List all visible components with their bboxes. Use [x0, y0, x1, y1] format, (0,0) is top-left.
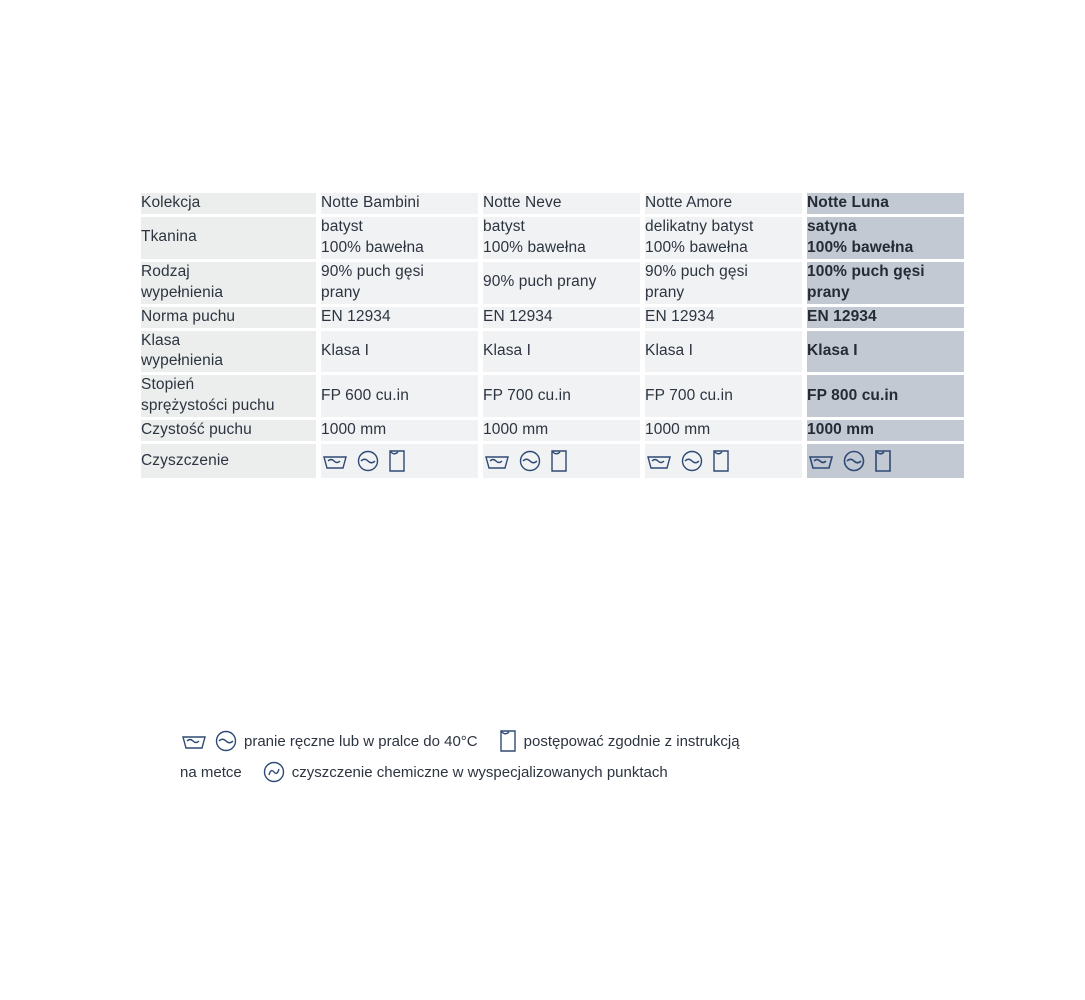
legend-text-hand-wash: pranie ręczne lub w pralce do 40°C: [244, 732, 478, 750]
table-row: [141, 329, 964, 374]
cell-klasa-bambini: [319, 329, 481, 374]
row-label-text: Klasa: [141, 331, 181, 349]
cell-text: satyna: [807, 217, 857, 235]
cell-text: prany: [645, 283, 685, 301]
care-icon-group: [807, 444, 964, 478]
row-label-text: Stopień: [141, 376, 195, 394]
table-row: [141, 374, 964, 419]
care-icon-group: [483, 444, 640, 478]
row-label-text: wypełnienia: [141, 283, 224, 301]
cell-text: Notte Luna: [807, 194, 889, 211]
table-row: [141, 419, 964, 443]
legend-row-1: [180, 728, 940, 754]
row-label-text: Rodzaj: [141, 262, 190, 280]
cell-norma-amore: [643, 305, 805, 329]
cell-tkanina-neve: [481, 215, 643, 260]
cell-text: Notte Bambini: [321, 194, 420, 211]
cell-klasa-amore: [643, 329, 805, 374]
legend: [180, 728, 940, 784]
cell-text: Klasa I: [483, 341, 532, 359]
cell-text: prany: [807, 283, 850, 301]
wash-40-icon: [680, 449, 704, 473]
hand-wash-icon: [483, 451, 511, 471]
cell-text: EN 12934: [321, 307, 391, 325]
cell-kolekcja-luna: [805, 193, 965, 215]
cell-text: batyst: [483, 217, 525, 235]
wash-40-icon: [518, 449, 542, 473]
follow-instructions-icon: [387, 448, 407, 474]
cell-text: Klasa I: [807, 341, 858, 359]
follow-instructions-icon: [711, 448, 731, 474]
cell-text: 100% puch gęsi: [807, 262, 925, 280]
row-label-text: Czystość puchu: [141, 421, 252, 439]
cell-czystosc-neve: [481, 419, 643, 443]
wash-40-icon: [356, 449, 380, 473]
cell-text: 1000 mm: [645, 421, 711, 439]
row-label-text: Kolekcja: [141, 194, 201, 211]
row-label-text: Czyszczenie: [141, 451, 230, 469]
cell-tkanina-luna: [805, 215, 965, 260]
row-label-norma-puchu: [141, 305, 319, 329]
cell-text: 1000 mm: [807, 421, 875, 439]
cell-norma-luna: [805, 305, 965, 329]
cell-rodzaj-amore: [643, 260, 805, 305]
cell-text: EN 12934: [807, 307, 877, 325]
cell-klasa-neve: [481, 329, 643, 374]
cell-rodzaj-bambini: [319, 260, 481, 305]
cell-kolekcja-amore: [643, 193, 805, 215]
cell-text: FP 600 cu.in: [321, 386, 409, 404]
hand-wash-icon: [645, 451, 673, 471]
legend-text-instructions: postępować zgodnie z instrukcją: [523, 732, 740, 750]
row-label-tkanina: [141, 215, 319, 260]
cell-stopien-bambini: [319, 374, 481, 419]
cell-text: batyst: [321, 217, 363, 235]
row-label-czyszczenie: [141, 443, 319, 479]
comparison-table-wrapper: [141, 193, 944, 478]
cell-text: 1000 mm: [483, 421, 549, 439]
cell-klasa-luna: [805, 329, 965, 374]
cell-text: 100% bawełna: [807, 238, 914, 256]
table-row: [141, 260, 964, 305]
hand-wash-icon: [321, 451, 349, 471]
cell-text: 100% bawełna: [483, 238, 586, 256]
care-icon-group: [321, 444, 478, 478]
cell-kolekcja-neve: [481, 193, 643, 215]
cell-text: 100% bawełna: [321, 238, 424, 256]
cell-text: FP 700 cu.in: [645, 386, 733, 404]
follow-instructions-icon: [498, 728, 518, 754]
cell-stopien-amore: [643, 374, 805, 419]
row-label-text: wypełnienia: [141, 352, 224, 370]
cell-text: 90% puch prany: [483, 273, 597, 291]
row-label-text: Norma puchu: [141, 307, 236, 325]
cell-text: prany: [321, 283, 361, 301]
cell-text: Klasa I: [645, 341, 694, 359]
cell-rodzaj-neve: [481, 260, 643, 305]
row-label-text: Tkanina: [141, 228, 197, 246]
row-label-text: sprężystości puchu: [141, 397, 275, 415]
care-icon-group: [645, 444, 802, 478]
legend-text-dry-clean: czyszczenie chemiczne w wyspecjalizowanych punktach: [291, 763, 668, 781]
cell-text: 100% bawełna: [645, 238, 748, 256]
table-row: [141, 305, 964, 329]
wash-40-icon: [214, 729, 238, 753]
cell-tkanina-amore: [643, 215, 805, 260]
table-row: [141, 193, 964, 215]
cell-stopien-neve: [481, 374, 643, 419]
table-row: [141, 215, 964, 260]
cell-text: FP 800 cu.in: [807, 386, 899, 404]
wash-40-icon: [842, 449, 866, 473]
legend-text-metce: na metce: [180, 763, 242, 781]
row-label-klasa-wypelnienia: [141, 329, 319, 374]
cell-czystosc-bambini: [319, 419, 481, 443]
cell-text: Notte Neve: [483, 194, 562, 211]
cell-text: 90% puch gęsi: [645, 262, 748, 280]
cell-czystosc-amore: [643, 419, 805, 443]
cell-text: delikatny batyst: [645, 217, 754, 235]
cell-norma-bambini: [319, 305, 481, 329]
follow-instructions-icon: [873, 448, 893, 474]
cell-czyszczenie-neve: [481, 443, 643, 479]
follow-instructions-icon: [549, 448, 569, 474]
row-label-stopien-sprezystosci: [141, 374, 319, 419]
hand-wash-icon: [807, 451, 835, 471]
cell-czystosc-luna: [805, 419, 965, 443]
table-row: [141, 443, 964, 479]
cell-text: 90% puch gęsi: [321, 262, 424, 280]
legend-row-2: [180, 760, 940, 784]
dry-clean-icon: [262, 760, 286, 784]
cell-stopien-luna: [805, 374, 965, 419]
cell-czyszczenie-luna: [805, 443, 965, 479]
cell-text: FP 700 cu.in: [483, 386, 571, 404]
row-label-rodzaj-wypelnienia: [141, 260, 319, 305]
row-label-kolekcja: [141, 193, 319, 215]
cell-text: Notte Amore: [645, 194, 733, 211]
cell-czyszczenie-bambini: [319, 443, 481, 479]
row-label-czystosc-puchu: [141, 419, 319, 443]
hand-wash-icon: [180, 731, 208, 751]
cell-norma-neve: [481, 305, 643, 329]
cell-text: EN 12934: [645, 307, 715, 325]
cell-text: EN 12934: [483, 307, 553, 325]
cell-kolekcja-bambini: [319, 193, 481, 215]
cell-text: Klasa I: [321, 341, 370, 359]
cell-tkanina-bambini: [319, 215, 481, 260]
cell-czyszczenie-amore: [643, 443, 805, 479]
comparison-table: [141, 193, 964, 478]
cell-text: 1000 mm: [321, 421, 387, 439]
cell-rodzaj-luna: [805, 260, 965, 305]
